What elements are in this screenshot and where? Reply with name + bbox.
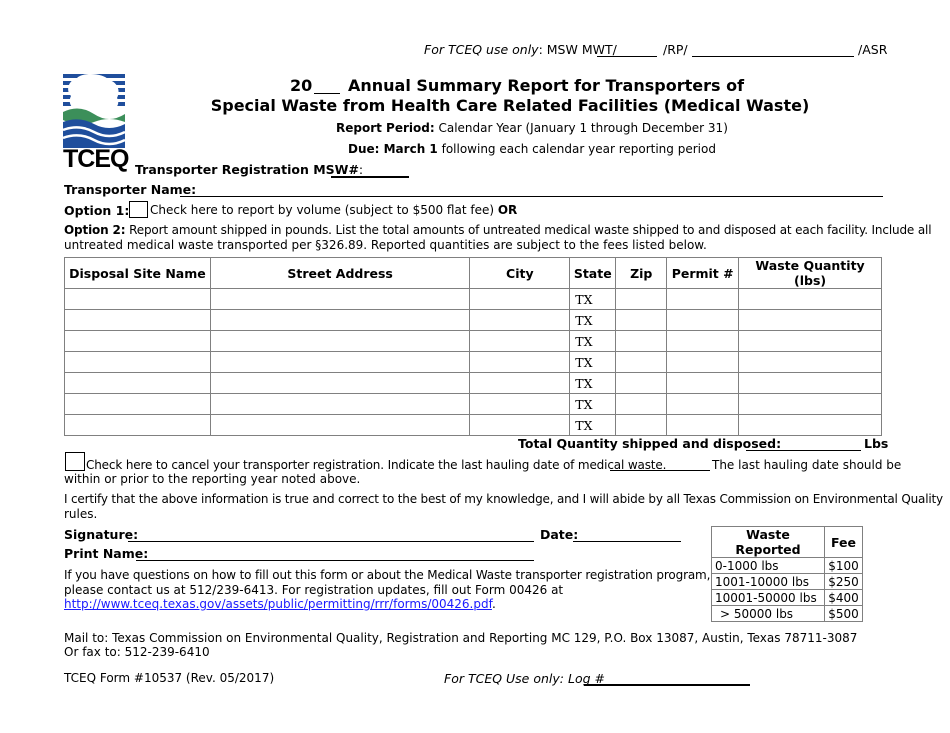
col-disposal-site-name: Disposal Site Name xyxy=(65,258,211,289)
zip-cell[interactable] xyxy=(616,352,667,373)
zip-cell[interactable] xyxy=(616,394,667,415)
site-name-cell[interactable] xyxy=(65,310,211,331)
option1-checkbox[interactable] xyxy=(129,201,148,218)
state-cell: TX xyxy=(570,373,616,394)
site-name-cell[interactable] xyxy=(65,394,211,415)
questions-line1: If you have questions on how to fill out this form or about the Medical Waste transporter registration program, xyxy=(64,568,711,582)
transporter-name-label: Transporter Name: xyxy=(64,182,197,197)
title-line2: Special Waste from Health Care Related Facilities (Medical Waste) xyxy=(210,96,810,115)
tceq-use-header: For TCEQ use only: MSW MWT/ xyxy=(424,42,617,57)
zip-cell[interactable] xyxy=(616,373,667,394)
transporter-name-field[interactable] xyxy=(180,196,883,197)
permit-cell[interactable] xyxy=(667,415,739,436)
table-row xyxy=(65,394,882,415)
zip-cell[interactable] xyxy=(616,289,667,310)
table-row xyxy=(65,352,882,373)
fee-table-header xyxy=(712,527,863,558)
city-cell[interactable] xyxy=(470,394,570,415)
log-label: For TCEQ Use only: Log # xyxy=(444,671,605,686)
print-name-label: Print Name: xyxy=(64,546,149,561)
site-name-cell[interactable] xyxy=(65,331,211,352)
state-cell: TX xyxy=(570,289,616,310)
year-blank[interactable] xyxy=(314,93,340,94)
col-waste-quantity: Waste Quantity (lbs) xyxy=(739,258,882,289)
cancel-text1: Check here to cancel your transporter registration. Indicate the last hauling date of medical waste. xyxy=(86,458,667,472)
logo-text: TCEQ xyxy=(63,145,129,173)
quantity-cell[interactable] xyxy=(739,310,882,331)
permit-cell[interactable] xyxy=(667,373,739,394)
option2-line1: Option 2: Report amount shipped in pounds. List the total amounts of untreated medical waste shipped to and disposed at each facility. Include all xyxy=(64,223,932,237)
fee-cell: $400 xyxy=(825,590,863,606)
cancel-registration-checkbox[interactable] xyxy=(65,452,85,471)
state-cell: TX xyxy=(570,331,616,352)
mail-line2: Or fax to: 512-239-6410 xyxy=(64,645,210,659)
city-cell[interactable] xyxy=(470,373,570,394)
msw-mwt-blank[interactable] xyxy=(597,56,657,57)
table-row xyxy=(65,331,882,352)
total-quantity-field[interactable] xyxy=(746,450,861,451)
street-address-cell[interactable] xyxy=(210,331,470,352)
registration-label: Transporter Registration MSW#: xyxy=(135,162,364,177)
form-00426-link[interactable]: http://www.tceq.texas.gov/assets/public/permitting/rrr/forms/00426.pdf xyxy=(64,597,492,611)
quantity-cell[interactable] xyxy=(739,289,882,310)
cancel-text2: The last hauling date should be xyxy=(712,458,902,472)
last-hauling-date-field[interactable] xyxy=(610,470,710,471)
site-name-cell[interactable] xyxy=(65,373,211,394)
title-line1: Annual Summary Report for Transporters of xyxy=(348,76,745,95)
option1-label: Option 1: xyxy=(64,203,130,218)
questions-line2: please contact us at 512/239-6413. For registration updates, fill out Form 00426 at xyxy=(64,583,564,597)
table-row xyxy=(65,373,882,394)
street-address-cell[interactable] xyxy=(210,352,470,373)
disposal-table xyxy=(64,257,882,436)
waste-range-cell: 1001-10000 lbs xyxy=(712,574,825,590)
rp-label: /RP/ xyxy=(663,42,688,57)
city-cell[interactable] xyxy=(470,331,570,352)
col-state: State xyxy=(570,258,616,289)
quantity-cell[interactable] xyxy=(739,415,882,436)
mail-line1: Mail to: Texas Commission on Environmental Quality, Registration and Reporting MC 129, P.O. Box 13087, Austin, Texas 78711-3087 xyxy=(64,631,858,645)
option1-text: Check here to report by volume (subject to $500 flat fee) OR xyxy=(150,203,518,217)
table-row xyxy=(712,606,863,622)
state-cell: TX xyxy=(570,394,616,415)
table-row xyxy=(65,415,882,436)
city-cell[interactable] xyxy=(470,415,570,436)
report-period: Report Period: Calendar Year (January 1 through December 31) xyxy=(336,121,728,135)
state-cell: TX xyxy=(570,310,616,331)
rp-blank[interactable] xyxy=(692,56,854,57)
total-unit: Lbs xyxy=(864,436,889,451)
col-fee: Fee xyxy=(825,527,863,558)
permit-cell[interactable] xyxy=(667,331,739,352)
questions-link-line: http://www.tceq.texas.gov/assets/public/permitting/rrr/forms/00426.pdf. xyxy=(64,597,496,611)
quantity-cell[interactable] xyxy=(739,373,882,394)
table-row xyxy=(712,590,863,606)
permit-cell[interactable] xyxy=(667,289,739,310)
street-address-cell[interactable] xyxy=(210,289,470,310)
signature-field[interactable] xyxy=(128,541,534,542)
site-name-cell[interactable] xyxy=(65,352,211,373)
tceq-logo xyxy=(63,74,129,174)
state-cell: TX xyxy=(570,352,616,373)
permit-cell[interactable] xyxy=(667,352,739,373)
table-row xyxy=(65,289,882,310)
due-date: Due: March 1 following each calendar year reporting period xyxy=(348,142,716,156)
log-number-field[interactable] xyxy=(584,684,750,686)
street-address-cell[interactable] xyxy=(210,394,470,415)
street-address-cell[interactable] xyxy=(210,415,470,436)
fee-cell: $500 xyxy=(825,606,863,622)
zip-cell[interactable] xyxy=(616,331,667,352)
permit-cell[interactable] xyxy=(667,310,739,331)
registration-field[interactable] xyxy=(331,176,409,178)
site-name-cell[interactable] xyxy=(65,289,211,310)
zip-cell[interactable] xyxy=(616,310,667,331)
quantity-cell[interactable] xyxy=(739,352,882,373)
waste-range-cell: > 50000 lbs xyxy=(712,606,825,622)
quantity-cell[interactable] xyxy=(739,331,882,352)
total-label: Total Quantity shipped and disposed: xyxy=(518,436,782,451)
col-zip: Zip xyxy=(616,258,667,289)
col-permit: Permit # xyxy=(667,258,739,289)
signature-label: Signature: xyxy=(64,527,139,542)
quantity-cell[interactable] xyxy=(739,394,882,415)
title-year-prefix: 20 xyxy=(290,76,313,95)
waste-range-cell: 10001-50000 lbs xyxy=(712,590,825,606)
city-cell[interactable] xyxy=(470,310,570,331)
fee-cell: $250 xyxy=(825,574,863,590)
table-row xyxy=(65,310,882,331)
city-cell[interactable] xyxy=(470,352,570,373)
zip-cell[interactable] xyxy=(616,415,667,436)
table-row xyxy=(712,574,863,590)
date-field[interactable] xyxy=(573,541,681,542)
permit-cell[interactable] xyxy=(667,394,739,415)
waste-range-cell: 0-1000 lbs xyxy=(712,558,825,574)
date-label: Date: xyxy=(540,527,579,542)
cancel-text3: within or prior to the reporting year noted above. xyxy=(64,472,361,486)
fee-cell: $100 xyxy=(825,558,863,574)
street-address-cell[interactable] xyxy=(210,310,470,331)
state-cell: TX xyxy=(570,415,616,436)
form-number: TCEQ Form #10537 (Rev. 05/2017) xyxy=(64,671,275,685)
city-cell[interactable] xyxy=(470,289,570,310)
print-name-field[interactable] xyxy=(136,560,534,561)
option2-line2: untreated medical waste transported per §326.89. Reported quantities are subject to the fees listed below. xyxy=(64,238,707,252)
table-row xyxy=(712,558,863,574)
col-street-address: Street Address xyxy=(210,258,470,289)
asr-label: /ASR xyxy=(858,42,888,57)
street-address-cell[interactable] xyxy=(210,373,470,394)
col-waste-reported: Waste Reported xyxy=(712,527,825,558)
fee-table xyxy=(711,526,863,622)
site-name-cell[interactable] xyxy=(65,415,211,436)
certify-line2: rules. xyxy=(64,507,98,521)
disposal-table-header xyxy=(65,258,882,289)
col-city: City xyxy=(470,258,570,289)
certify-line1: I certify that the above information is true and correct to the best of my knowledge, and I will abide by all Texas Commission on Environmental Quality xyxy=(64,492,943,506)
